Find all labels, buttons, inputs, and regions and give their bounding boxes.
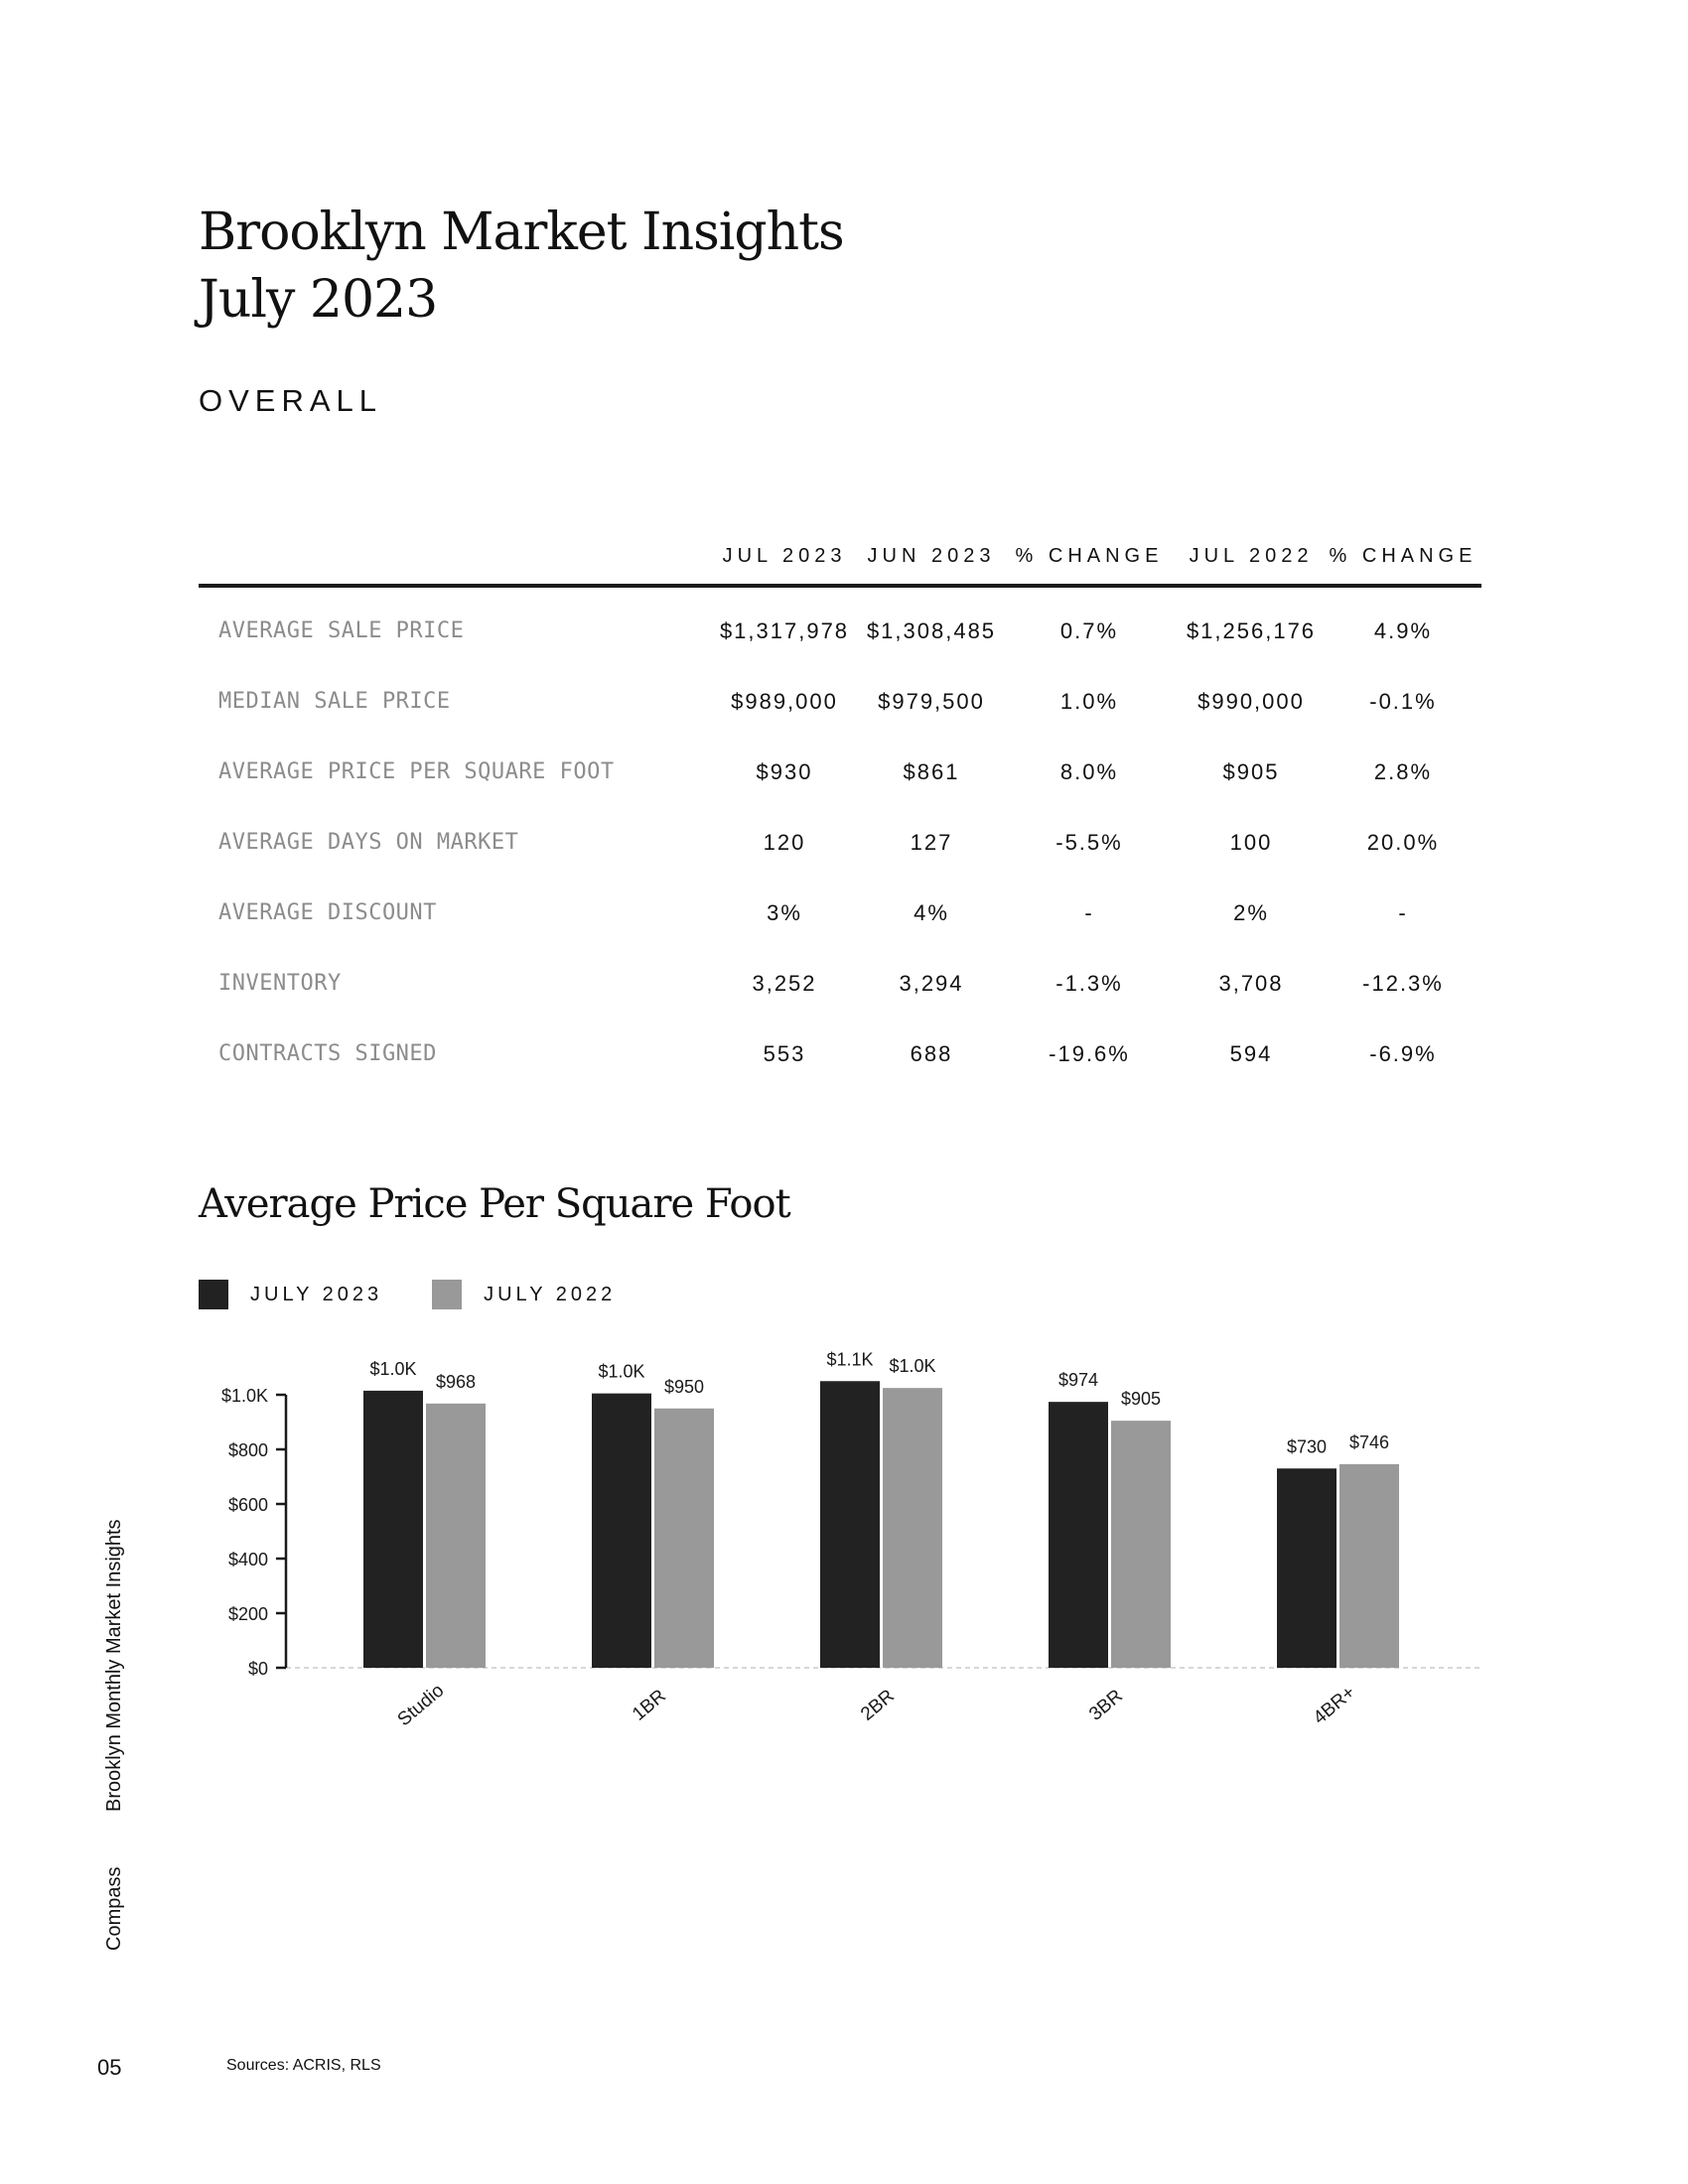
table-cell: 2.8% — [1373, 758, 1433, 784]
table-cell: 100 — [1229, 829, 1273, 855]
bar-value-label: $746 — [1348, 1432, 1390, 1452]
bar-value-label: $1.1K — [826, 1349, 874, 1370]
x-category-label: Studio — [393, 1680, 449, 1731]
bar-july-2023 — [363, 1391, 423, 1668]
column-header: JUL 2022 — [1178, 528, 1325, 586]
bar-july-2022 — [654, 1409, 714, 1668]
legend-swatch — [432, 1280, 462, 1309]
row-label: AVERAGE SALE PRICE — [218, 618, 465, 643]
table-cell: -19.6% — [1049, 1040, 1130, 1066]
table-cell: 4.9% — [1373, 617, 1433, 643]
y-tick-label: $400 — [227, 1550, 268, 1570]
x-category-label: 1BR — [629, 1685, 670, 1725]
table-cell: 594 — [1229, 1040, 1273, 1066]
table-cell: - — [1398, 899, 1408, 925]
table-row — [199, 807, 1481, 878]
table-cell: 20.0% — [1366, 829, 1440, 855]
table-row — [199, 878, 1481, 948]
table-cell: 127 — [910, 829, 953, 855]
table-cell: $1,308,485 — [866, 617, 997, 643]
row-label: AVERAGE DISCOUNT — [218, 900, 437, 925]
table-cell: $930 — [756, 758, 813, 784]
market-stats-table — [199, 528, 1481, 1089]
y-tick-label: $600 — [227, 1495, 268, 1515]
chart-legend — [199, 1279, 665, 1310]
table-cell: $979,500 — [878, 688, 985, 714]
table-cell: 2% — [1233, 899, 1269, 925]
bar-value-label: $1.0K — [889, 1356, 936, 1377]
page-title-line-1: Brooklyn Market Insights — [199, 203, 844, 262]
table-cell: 3,708 — [1218, 970, 1284, 996]
table-cell: 0.7% — [1059, 617, 1119, 643]
column-header-metric — [199, 528, 707, 586]
table-row — [199, 666, 1481, 737]
y-tick-label: $1.0K — [220, 1386, 268, 1406]
table-cell: 120 — [763, 829, 806, 855]
bar-july-2023 — [1277, 1468, 1336, 1668]
table-cell: 688 — [910, 1040, 953, 1066]
chart-title: Average Price Per Square Foot — [199, 1181, 790, 1227]
page-title — [199, 199, 1092, 334]
row-label: CONTRACTS SIGNED — [218, 1041, 437, 1066]
column-header: JUN 2023 — [862, 528, 1001, 586]
bar-value-label: $974 — [1057, 1370, 1099, 1391]
x-category-label: 2BR — [857, 1685, 899, 1725]
bar-july-2022 — [883, 1388, 942, 1668]
side-title: Brooklyn Monthly Market Insights — [103, 1519, 125, 1812]
bar-chart — [199, 1330, 1489, 1767]
table-cell: 1.0% — [1059, 688, 1119, 714]
bar-july-2023 — [1049, 1402, 1108, 1668]
table-row — [199, 948, 1481, 1019]
row-label: MEDIAN SALE PRICE — [218, 689, 451, 714]
table-cell: - — [1084, 899, 1094, 925]
table-cell: $989,000 — [731, 688, 838, 714]
table-cell: -6.9% — [1369, 1040, 1437, 1066]
bar-value-label: $905 — [1120, 1389, 1162, 1410]
table-cell: $1,317,978 — [719, 617, 850, 643]
row-label: AVERAGE PRICE PER SQUARE FOOT — [218, 759, 615, 784]
table-cell: -5.5% — [1055, 829, 1123, 855]
table-cell: 553 — [763, 1040, 806, 1066]
bar-july-2023 — [820, 1381, 880, 1668]
column-header: % CHANGE — [1325, 528, 1481, 586]
bar-july-2023 — [592, 1394, 651, 1668]
bar-value-label: $1.0K — [598, 1361, 645, 1382]
table-row — [199, 737, 1481, 807]
legend-label: JULY 2023 — [250, 1283, 383, 1305]
table-cell: 8.0% — [1059, 758, 1119, 784]
row-label: INVENTORY — [218, 971, 342, 996]
table-row — [199, 586, 1481, 666]
legend-item-july-2023 — [199, 1280, 382, 1309]
table-cell: 3% — [767, 899, 802, 925]
bar-value-label: $968 — [435, 1371, 477, 1392]
y-tick-label: $800 — [227, 1440, 268, 1460]
x-category-label: 3BR — [1085, 1685, 1127, 1725]
bar-value-label: $950 — [663, 1376, 705, 1397]
column-header: JUL 2023 — [707, 528, 862, 586]
table-cell: $905 — [1222, 758, 1280, 784]
table-cell: $861 — [903, 758, 960, 784]
table-cell: -1.3% — [1055, 970, 1123, 996]
column-header: % CHANGE — [1001, 528, 1178, 586]
table-cell: 3,294 — [899, 970, 964, 996]
sources-note: Sources: ACRIS, RLS — [226, 2057, 381, 2074]
table-cell: 4% — [914, 899, 949, 925]
legend-swatch — [199, 1280, 228, 1309]
bar-value-label: $1.0K — [369, 1358, 417, 1379]
bar-july-2022 — [426, 1404, 486, 1668]
bar-value-label: $730 — [1286, 1436, 1328, 1457]
page-title-line-2: July 2023 — [199, 270, 438, 330]
bar-july-2022 — [1339, 1464, 1399, 1668]
table-cell: -12.3% — [1362, 970, 1444, 996]
legend-item-july-2022 — [432, 1280, 616, 1309]
x-category-label: 4BR+ — [1309, 1682, 1360, 1729]
table-cell: $1,256,176 — [1186, 617, 1317, 643]
table-cell: $990,000 — [1197, 688, 1305, 714]
legend-label: JULY 2022 — [484, 1283, 617, 1305]
table-cell: -0.1% — [1369, 688, 1437, 714]
y-tick-label: $200 — [227, 1604, 268, 1624]
brand-name: Compass — [103, 1866, 125, 1951]
row-label: AVERAGE DAYS ON MARKET — [218, 830, 519, 855]
page-number: 05 — [97, 2055, 122, 2080]
section-label: OVERALL — [199, 383, 383, 418]
table-cell: 3,252 — [752, 970, 817, 996]
table-row — [199, 1019, 1481, 1089]
bar-july-2022 — [1111, 1421, 1171, 1668]
y-tick-label: $0 — [247, 1659, 268, 1679]
table-header-row — [199, 528, 1481, 586]
